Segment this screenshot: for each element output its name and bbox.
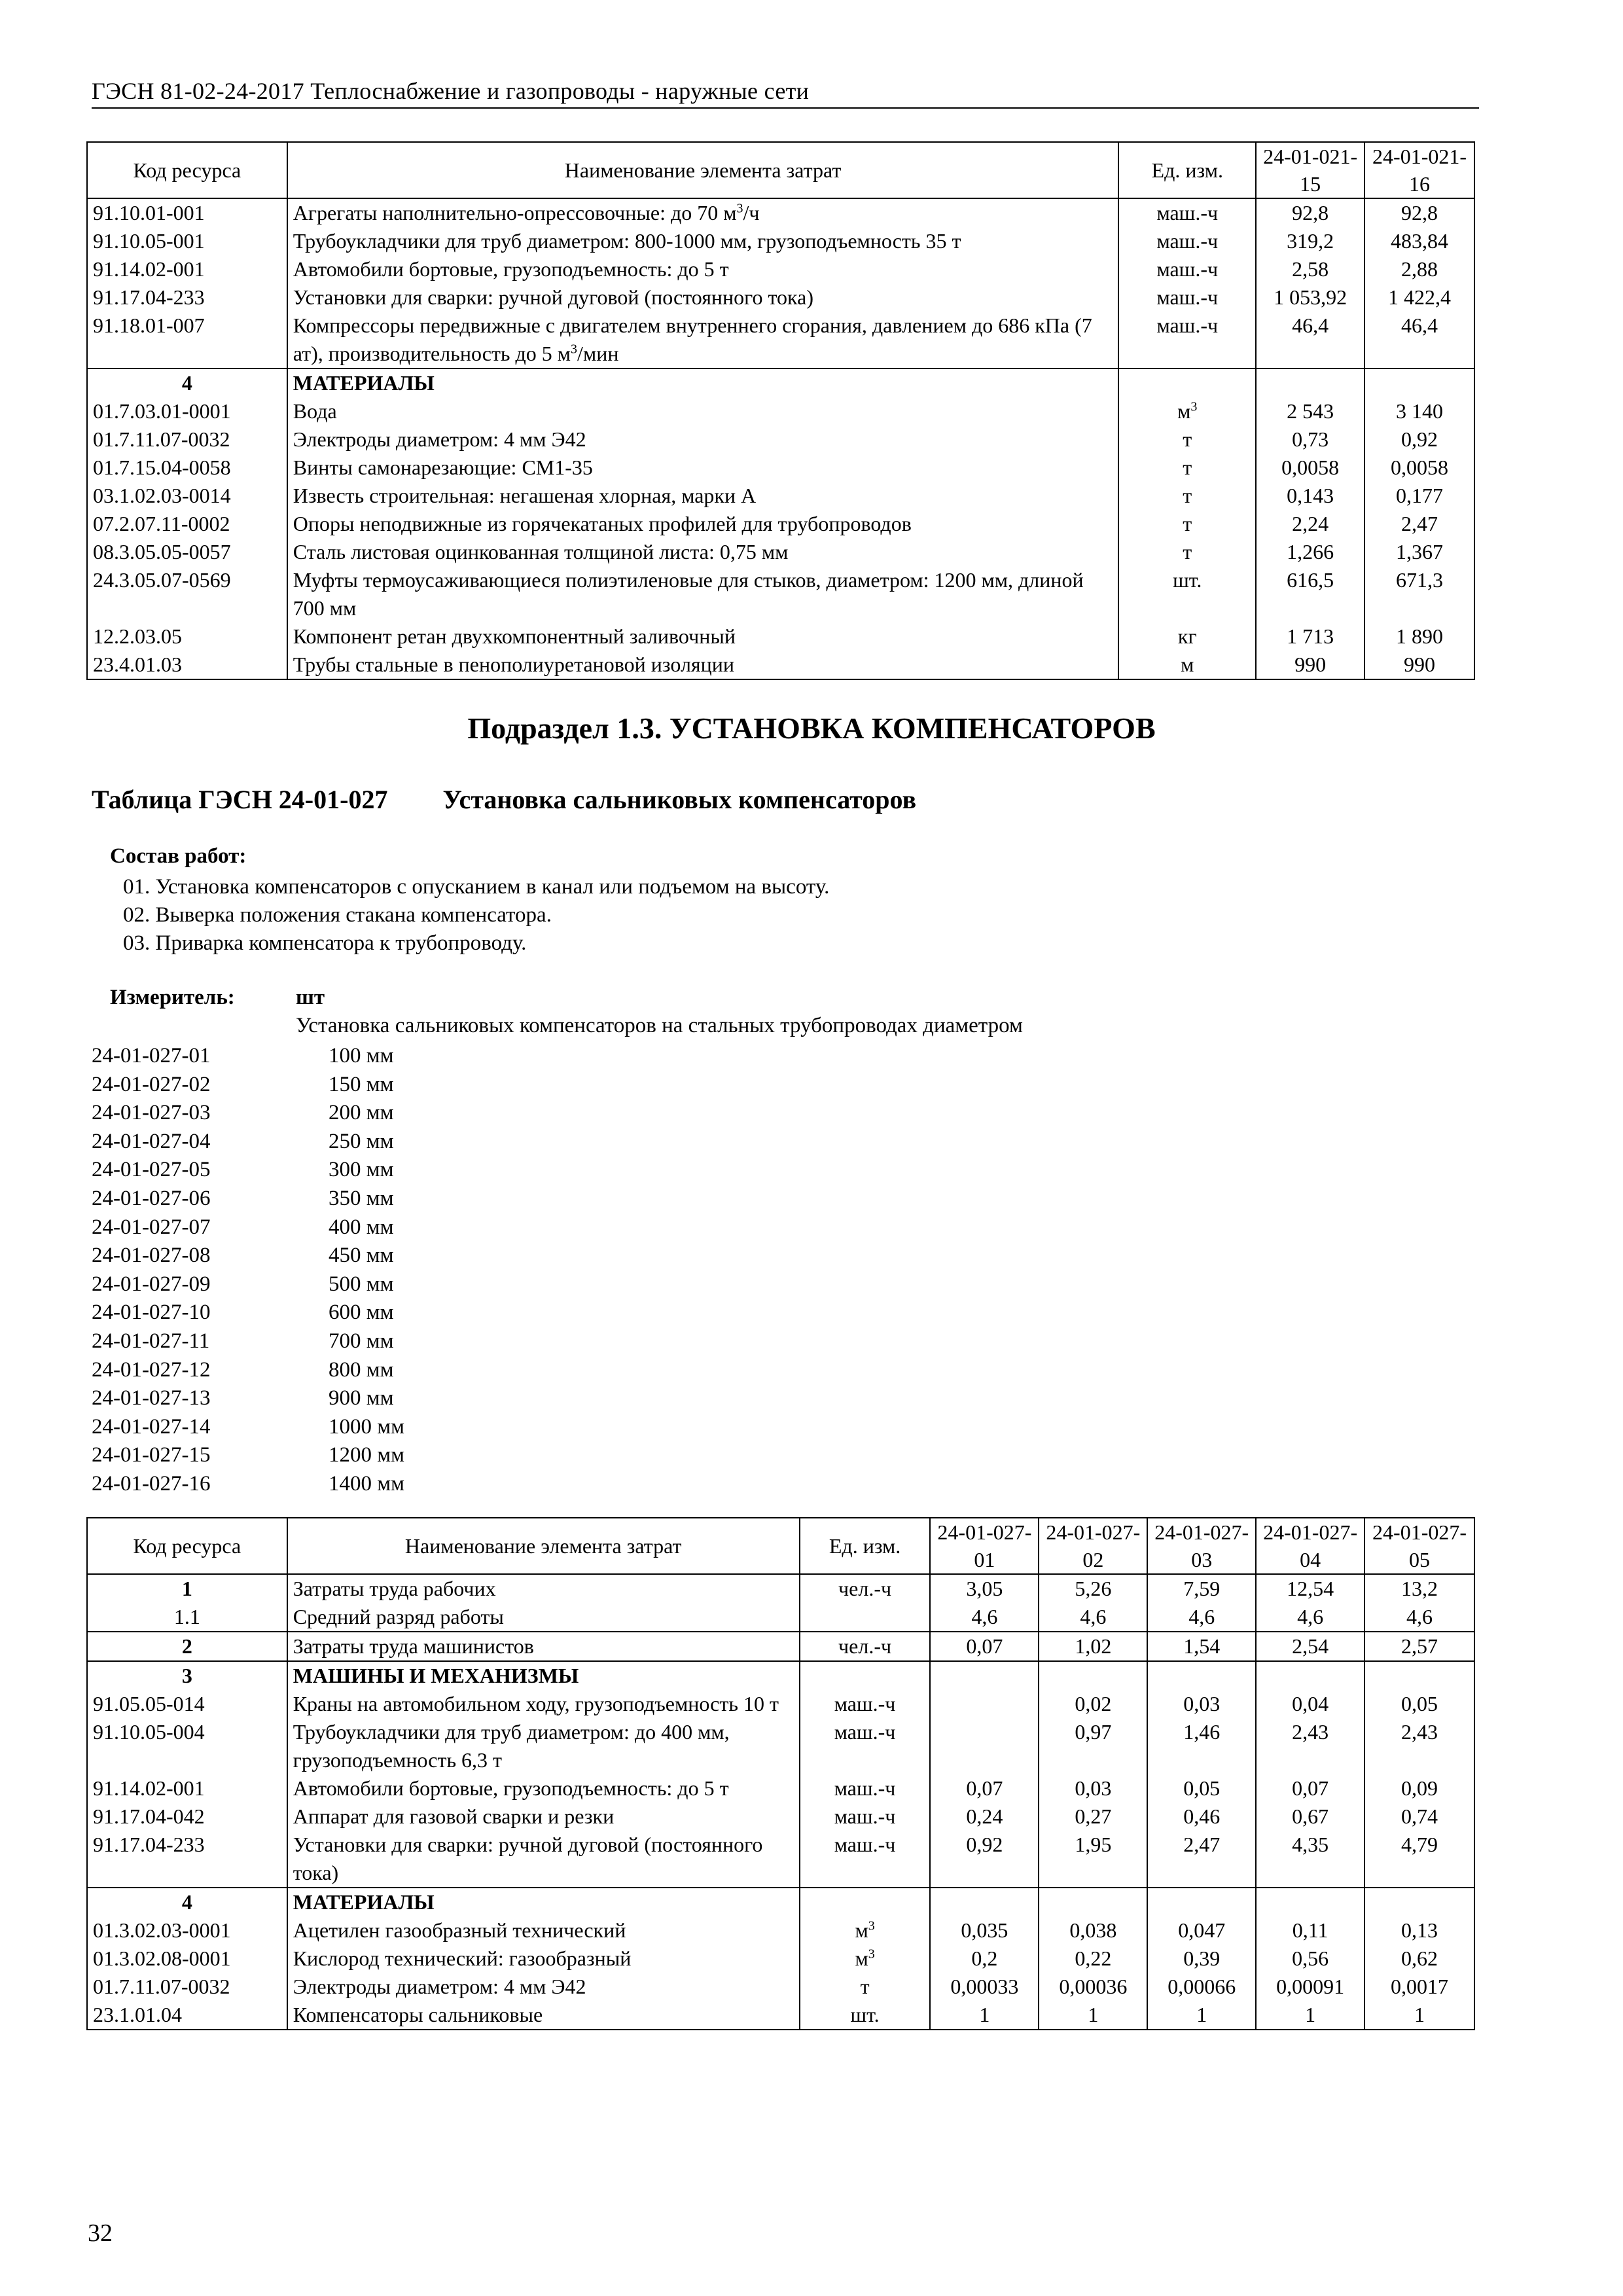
unit: маш.-ч — [800, 1831, 931, 1888]
value: 2 543 — [1256, 397, 1364, 425]
unit: т — [800, 1973, 931, 2001]
value: 2,57 — [1364, 1632, 1474, 1661]
value: 0,73 — [1256, 425, 1364, 454]
column-header-code: Код ресурса — [87, 1518, 287, 1574]
norm-code-row — [92, 1270, 404, 1299]
value — [930, 1888, 1039, 1916]
norm-code: 24-01-027-03 — [92, 1101, 211, 1125]
value: 12,54 — [1256, 1574, 1364, 1603]
resource-code: 08.3.05.05-0057 — [87, 538, 287, 566]
value: 0,05 — [1364, 1690, 1474, 1718]
norm-code: 24-01-027-10 — [92, 1300, 211, 1325]
table-row — [87, 1690, 1474, 1718]
norm-code: 24-01-027-09 — [92, 1272, 211, 1296]
value: 2,43 — [1364, 1718, 1474, 1774]
norm-code: 24-01-027-05 — [92, 1158, 211, 1182]
unit: маш.-ч — [1118, 227, 1256, 255]
table-code: Таблица ГЭСН 24-01-027 — [92, 785, 388, 814]
value: 1 — [1256, 2001, 1364, 2030]
value — [1256, 1661, 1364, 1690]
resource-code: 07.2.07.11-0002 — [87, 510, 287, 538]
pipe-diameter: 300 мм — [329, 1158, 394, 1182]
resource-name: Сталь листовая оцинкованная толщиной листа: 0,75 мм — [287, 538, 1119, 566]
page-header: ГЭСН 81-02-24-2017 Теплоснабжение и газопроводы - наружные сети — [92, 77, 1479, 109]
value: 0,00066 — [1147, 1973, 1256, 2001]
value: 0,11 — [1256, 1916, 1364, 1945]
table-name: Установка сальниковых компенсаторов — [442, 785, 917, 814]
resource-code: 4 — [87, 1888, 287, 1916]
table-row — [87, 312, 1474, 368]
pipe-diameter: 1000 мм — [329, 1414, 405, 1439]
norm-code-row — [92, 1384, 404, 1413]
unit — [800, 1603, 931, 1632]
value: 1,46 — [1147, 1718, 1256, 1774]
value: 1 890 — [1364, 622, 1474, 651]
table-row — [87, 2001, 1474, 2030]
norm-code-row — [92, 1327, 404, 1356]
unit — [1118, 368, 1256, 397]
unit: $м^3$ — [800, 1916, 931, 1945]
pipe-diameter: 500 мм — [329, 1272, 394, 1296]
value: 0,05 — [1147, 1774, 1256, 1803]
value: 3,05 — [930, 1574, 1039, 1603]
value: 0,035 — [930, 1916, 1039, 1945]
resource-table-1 — [86, 141, 1475, 680]
value: 1 — [930, 2001, 1039, 2030]
pipe-diameter: 1400 мм — [329, 1471, 405, 1496]
value: 0,13 — [1364, 1916, 1474, 1945]
measure-label: Измеритель: — [110, 986, 235, 1009]
value: 2,24 — [1256, 510, 1364, 538]
value: 1,95 — [1039, 1831, 1147, 1888]
resource-code: 24.3.05.07-0569 — [87, 566, 287, 622]
resource-name: Муфты термоусаживающиеся полиэтиленовые для стыков, диаметром: 1200 мм, длиной 700 мм — [287, 566, 1119, 622]
unit: чел.-ч — [800, 1632, 931, 1661]
table-row — [87, 1831, 1474, 1888]
value: 1 — [1039, 2001, 1147, 2030]
norm-code-row — [92, 1213, 404, 1242]
works-list — [123, 873, 829, 958]
works-label: Состав работ: — [110, 844, 247, 868]
resource-name: МАШИНЫ И МЕХАНИЗМЫ — [287, 1661, 800, 1690]
value: 2,54 — [1256, 1632, 1364, 1661]
norm-code: 24-01-027-15 — [92, 1443, 211, 1467]
value: 0,09 — [1364, 1774, 1474, 1803]
unit: $м^3$ — [800, 1945, 931, 1973]
norm-code-row — [92, 1128, 404, 1157]
norm-code-row — [92, 1156, 404, 1185]
table-row — [87, 255, 1474, 283]
value: 0,00033 — [930, 1973, 1039, 2001]
norm-code: 24-01-027-06 — [92, 1186, 211, 1210]
resource-code: 2 — [87, 1632, 287, 1661]
value: 0,39 — [1147, 1945, 1256, 1973]
resource-name: Трубоукладчики для труб диаметром: 800-1000 мм, грузоподъемность 35 т — [287, 227, 1119, 255]
norm-code-row — [92, 1242, 404, 1270]
value: 990 — [1364, 651, 1474, 679]
pipe-diameter: 700 мм — [329, 1329, 394, 1353]
unit: $м^3$ — [1118, 397, 1256, 425]
value: 0,62 — [1364, 1945, 1474, 1973]
unit: кг — [1118, 622, 1256, 651]
resource-code: 91.14.02-001 — [87, 255, 287, 283]
resource-name: Винты самонарезающие: СМ1-35 — [287, 454, 1119, 482]
value: 1 — [1364, 2001, 1474, 2030]
resource-name: Компрессоры передвижные с двигателем внутреннего сгорания, давлением до 686 кПа (7 ат), производительность до 5 $м^3$/мин — [287, 312, 1119, 368]
unit: т — [1118, 538, 1256, 566]
table-row — [87, 538, 1474, 566]
norm-code: 24-01-027-07 — [92, 1215, 211, 1239]
resource-code: 23.1.01.04 — [87, 2001, 287, 2030]
section-row — [87, 1888, 1474, 1916]
value — [930, 1661, 1039, 1690]
norm-code-row — [92, 1071, 404, 1100]
pipe-diameter: 400 мм — [329, 1215, 394, 1239]
value: 0,047 — [1147, 1916, 1256, 1945]
resource-name: Автомобили бортовые, грузоподъемность: до 5 т — [287, 255, 1119, 283]
table-row — [87, 1603, 1474, 1632]
resource-name: Трубоукладчики для труб диаметром: до 400 мм, грузоподъемность 6,3 т — [287, 1718, 800, 1774]
resource-code: 91.14.02-001 — [87, 1774, 287, 1803]
resource-name: Краны на автомобильном ходу, грузоподъемность 10 т — [287, 1690, 800, 1718]
unit: т — [1118, 425, 1256, 454]
table-row — [87, 397, 1474, 425]
unit — [800, 1888, 931, 1916]
pipe-diameter: 150 мм — [329, 1072, 394, 1096]
norm-code: 24-01-027-13 — [92, 1386, 211, 1410]
value: 1,02 — [1039, 1632, 1147, 1661]
resource-code: 1 — [87, 1574, 287, 1603]
column-header-norm: 24-01-027-02 — [1039, 1518, 1147, 1574]
resource-name: МАТЕРИАЛЫ — [287, 1888, 800, 1916]
value — [930, 1690, 1039, 1718]
value: 1 422,4 — [1364, 283, 1474, 312]
column-header-unit: Ед. изм. — [1118, 142, 1256, 198]
norm-code: 24-01-027-12 — [92, 1357, 211, 1382]
value: 1,54 — [1147, 1632, 1256, 1661]
norm-code-row — [92, 1470, 404, 1499]
value — [1364, 1888, 1474, 1916]
pipe-diameter: 600 мм — [329, 1300, 394, 1325]
table-row — [87, 1803, 1474, 1831]
value: 0,56 — [1256, 1945, 1364, 1973]
resource-code: 3 — [87, 1661, 287, 1690]
pipe-diameter: 900 мм — [329, 1386, 394, 1410]
unit: маш.-ч — [1118, 198, 1256, 227]
table-row — [87, 1774, 1474, 1803]
value: 13,2 — [1364, 1574, 1474, 1603]
resource-name: Установки для сварки: ручной дуговой (постоянного тока) — [287, 283, 1119, 312]
value: 46,4 — [1256, 312, 1364, 368]
value: 3 140 — [1364, 397, 1474, 425]
resource-name: Известь строительная: негашеная хлорная, марки А — [287, 482, 1119, 510]
resource-code: 91.10.05-004 — [87, 1718, 287, 1774]
resource-code: 91.17.04-233 — [87, 283, 287, 312]
value: 0,00091 — [1256, 1973, 1364, 2001]
pipe-diameter: 800 мм — [329, 1357, 394, 1382]
column-header-norm: 24-01-027-05 — [1364, 1518, 1474, 1574]
norm-code: 24-01-027-01 — [92, 1044, 211, 1067]
value: 0,07 — [930, 1632, 1039, 1661]
resource-name: Аппарат для газовой сварки и резки — [287, 1803, 800, 1831]
table-row — [87, 510, 1474, 538]
value — [1364, 368, 1474, 397]
value: 483,84 — [1364, 227, 1474, 255]
value: 2,47 — [1364, 510, 1474, 538]
resource-code: 91.17.04-042 — [87, 1803, 287, 1831]
unit: маш.-ч — [800, 1690, 931, 1718]
value: 92,8 — [1364, 198, 1474, 227]
value: 0,97 — [1039, 1718, 1147, 1774]
value: 0,00036 — [1039, 1973, 1147, 2001]
resource-name: Вода — [287, 397, 1119, 425]
norm-code: 24-01-027-14 — [92, 1414, 211, 1439]
norm-code: 24-01-027-08 — [92, 1244, 211, 1268]
table-row — [87, 1916, 1474, 1945]
column-header-name: Наименование элемента затрат — [287, 142, 1119, 198]
value: 2,88 — [1364, 255, 1474, 283]
section-row — [87, 368, 1474, 397]
norm-code-row — [92, 1042, 404, 1071]
value: 1 713 — [1256, 622, 1364, 651]
value: 2,47 — [1147, 1831, 1256, 1888]
work-item: 01. Установка компенсаторов с опусканием в канал или подъемом на высоту. — [123, 875, 830, 899]
norm-code: 24-01-027-16 — [92, 1471, 211, 1496]
column-header-norm: 24-01-021-15 — [1256, 142, 1364, 198]
resource-name: Компонент ретан двухкомпонентный заливочный — [287, 622, 1119, 651]
value — [1364, 1661, 1474, 1690]
resource-name: МАТЕРИАЛЫ — [287, 368, 1119, 397]
table-row — [87, 651, 1474, 679]
value: 4,35 — [1256, 1831, 1364, 1888]
column-header-norm: 24-01-027-01 — [930, 1518, 1039, 1574]
value: 616,5 — [1256, 566, 1364, 622]
value: 0,67 — [1256, 1803, 1364, 1831]
value: 0,0058 — [1364, 454, 1474, 482]
table-row — [87, 227, 1474, 255]
value: 2,43 — [1256, 1718, 1364, 1774]
norm-code: 24-01-027-04 — [92, 1129, 211, 1153]
value: 92,8 — [1256, 198, 1364, 227]
resource-code: 91.18.01-007 — [87, 312, 287, 368]
value — [1256, 368, 1364, 397]
value: 0,0058 — [1256, 454, 1364, 482]
column-header-norm: 24-01-027-03 — [1147, 1518, 1256, 1574]
value: 1 053,92 — [1256, 283, 1364, 312]
norm-code-row — [92, 1356, 404, 1385]
value: 0,143 — [1256, 482, 1364, 510]
column-header-norm: 24-01-027-04 — [1256, 1518, 1364, 1574]
resource-code: 12.2.03.05 — [87, 622, 287, 651]
value: 1 — [1147, 2001, 1256, 2030]
table-row — [87, 425, 1474, 454]
value: 5,26 — [1039, 1574, 1147, 1603]
pipe-diameter: 250 мм — [329, 1129, 394, 1153]
resource-code: 91.17.04-233 — [87, 1831, 287, 1888]
value: 1,367 — [1364, 538, 1474, 566]
norm-code-row — [92, 1441, 404, 1470]
resource-name: Затраты труда рабочих — [287, 1574, 800, 1603]
value: 319,2 — [1256, 227, 1364, 255]
table-row — [87, 566, 1474, 622]
resource-code: 91.10.01-001 — [87, 198, 287, 227]
value — [1256, 1888, 1364, 1916]
table-title — [92, 784, 916, 815]
value: 0,92 — [1364, 425, 1474, 454]
value — [1147, 1661, 1256, 1690]
column-header-name: Наименование элемента затрат — [287, 1518, 800, 1574]
value: 4,6 — [1256, 1603, 1364, 1632]
work-item: 02. Выверка положения стакана компенсатора. — [123, 903, 552, 927]
measure-description: Установка сальниковых компенсаторов на стальных трубопроводах диаметром — [296, 1014, 1023, 1037]
resource-name: Опоры неподвижные из горячекатаных профилей для трубопроводов — [287, 510, 1119, 538]
resource-name: Затраты труда машинистов — [287, 1632, 800, 1661]
value — [930, 1718, 1039, 1774]
value: 0,038 — [1039, 1916, 1147, 1945]
page-number: 32 — [88, 2219, 113, 2247]
resource-name: Электроды диаметром: 4 мм Э42 — [287, 425, 1119, 454]
column-header-code: Код ресурса — [87, 142, 287, 198]
table-row — [87, 454, 1474, 482]
column-header-norm: 24-01-021-16 — [1364, 142, 1474, 198]
resource-name: Кислород технический: газообразный — [287, 1945, 800, 1973]
norm-code-row — [92, 1185, 404, 1213]
value: 2,58 — [1256, 255, 1364, 283]
pipe-diameter: 100 мм — [329, 1044, 394, 1067]
resource-code: 01.3.02.08-0001 — [87, 1945, 287, 1973]
subsection-title: Подраздел 1.3. УСТАНОВКА КОМПЕНСАТОРОВ — [467, 711, 1156, 745]
value — [1039, 1661, 1147, 1690]
value: 0,07 — [1256, 1774, 1364, 1803]
unit: маш.-ч — [1118, 312, 1256, 368]
norm-code-row — [92, 1413, 404, 1442]
value — [1039, 1888, 1147, 1916]
value: 0,0017 — [1364, 1973, 1474, 2001]
unit: маш.-ч — [800, 1718, 931, 1774]
pipe-diameter: 450 мм — [329, 1244, 394, 1268]
section-row — [87, 1632, 1474, 1661]
value: 0,177 — [1364, 482, 1474, 510]
column-header-unit: Ед. изм. — [800, 1518, 931, 1574]
table-row — [87, 1718, 1474, 1774]
unit: маш.-ч — [800, 1803, 931, 1831]
resource-name: Автомобили бортовые, грузоподъемность: до 5 т — [287, 1774, 800, 1803]
unit: т — [1118, 510, 1256, 538]
value: 4,79 — [1364, 1831, 1474, 1888]
norm-code: 24-01-027-11 — [92, 1329, 210, 1353]
unit: чел.-ч — [800, 1574, 931, 1603]
value: 7,59 — [1147, 1574, 1256, 1603]
table-row — [87, 482, 1474, 510]
resource-code: 01.3.02.03-0001 — [87, 1916, 287, 1945]
value: 671,3 — [1364, 566, 1474, 622]
value: 0,22 — [1039, 1945, 1147, 1973]
unit: т — [1118, 482, 1256, 510]
unit: маш.-ч — [1118, 283, 1256, 312]
section-row — [87, 1574, 1474, 1603]
work-item: 03. Приварка компенсатора к трубопроводу. — [123, 931, 527, 955]
pipe-diameter: 200 мм — [329, 1101, 394, 1125]
resource-name: Электроды диаметром: 4 мм Э42 — [287, 1973, 800, 2001]
value: 0,02 — [1039, 1690, 1147, 1718]
resource-name: Установки для сварки: ручной дуговой (постоянного тока) — [287, 1831, 800, 1888]
norm-code-row — [92, 1099, 404, 1128]
resource-code: 01.7.11.07-0032 — [87, 1973, 287, 2001]
resource-code: 03.1.02.03-0014 — [87, 482, 287, 510]
resource-name: Средний разряд работы — [287, 1603, 800, 1632]
value: 0,04 — [1256, 1690, 1364, 1718]
resource-code: 01.7.03.01-0001 — [87, 397, 287, 425]
value: 0,74 — [1364, 1803, 1474, 1831]
value: 4,6 — [1364, 1603, 1474, 1632]
table-row — [87, 622, 1474, 651]
unit: т — [1118, 454, 1256, 482]
value: 1,266 — [1256, 538, 1364, 566]
unit: маш.-ч — [1118, 255, 1256, 283]
unit: шт. — [800, 2001, 931, 2030]
resource-code: 01.7.11.07-0032 — [87, 425, 287, 454]
measure-unit: шт — [296, 986, 325, 1009]
value: 4,6 — [1147, 1603, 1256, 1632]
unit: шт. — [1118, 566, 1256, 622]
resource-name: Трубы стальные в пенополиуретановой изоляции — [287, 651, 1119, 679]
table-row — [87, 198, 1474, 227]
table-row — [87, 1945, 1474, 1973]
resource-code: 1.1 — [87, 1603, 287, 1632]
value: 0,46 — [1147, 1803, 1256, 1831]
norm-code-row — [92, 1299, 404, 1327]
pipe-diameter: 350 мм — [329, 1186, 394, 1210]
value: 0,2 — [930, 1945, 1039, 1973]
table-row — [87, 1973, 1474, 2001]
resource-code: 91.10.05-001 — [87, 227, 287, 255]
norm-code: 24-01-027-02 — [92, 1072, 211, 1096]
resource-code: 01.7.15.04-0058 — [87, 454, 287, 482]
resource-table-2 — [86, 1517, 1475, 2030]
pipe-diameter: 1200 мм — [329, 1443, 405, 1467]
table-row — [87, 283, 1474, 312]
resource-code: 91.05.05-014 — [87, 1690, 287, 1718]
value: 4,6 — [1039, 1603, 1147, 1632]
resource-name: Агрегаты наполнительно-опрессовочные: до 70 $м^3/ч$ — [287, 198, 1119, 227]
resource-code: 4 — [87, 368, 287, 397]
resource-name: Ацетилен газообразный технический — [287, 1916, 800, 1945]
section-row — [87, 1661, 1474, 1690]
unit: маш.-ч — [800, 1774, 931, 1803]
unit — [800, 1661, 931, 1690]
value: 0,24 — [930, 1803, 1039, 1831]
value: 46,4 — [1364, 312, 1474, 368]
norm-code-list — [92, 1042, 404, 1499]
unit: м — [1118, 651, 1256, 679]
value: 0,03 — [1039, 1774, 1147, 1803]
resource-code: 23.4.01.03 — [87, 651, 287, 679]
value: 0,03 — [1147, 1690, 1256, 1718]
value: 4,6 — [930, 1603, 1039, 1632]
resource-name: Компенсаторы сальниковые — [287, 2001, 800, 2030]
value: 990 — [1256, 651, 1364, 679]
value — [1147, 1888, 1256, 1916]
value: 0,92 — [930, 1831, 1039, 1888]
value: 0,07 — [930, 1774, 1039, 1803]
value: 0,27 — [1039, 1803, 1147, 1831]
